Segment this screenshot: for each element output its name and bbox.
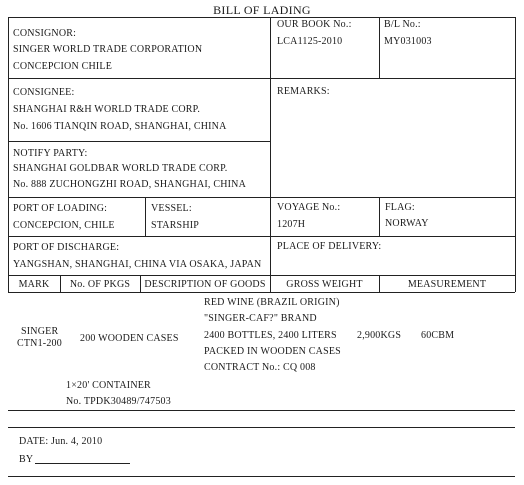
header-description: DESCRIPTION OF GOODS xyxy=(144,279,266,290)
port-of-loading-value: CONCEPCION, CHILE xyxy=(13,220,115,231)
consignor-address: CONCEPCION CHILE xyxy=(13,61,113,72)
issue-date: DATE: Jun. 4, 2010 xyxy=(19,436,103,447)
consignee-address: No. 1606 TIANQIN ROAD, SHANGHAI, CHINA xyxy=(13,121,227,132)
header-pkgs: No. OF PKGS xyxy=(69,279,131,290)
shipping-mark-line1: SINGER xyxy=(21,326,59,337)
bl-number-label: B/L No.: xyxy=(384,19,421,30)
consignor-label: CONSIGNOR: xyxy=(13,28,77,39)
notify-party-label: NOTIFY PARTY: xyxy=(13,148,88,159)
separator-line xyxy=(8,427,515,428)
description-line4: PACKED IN WOODEN CASES xyxy=(204,346,341,357)
container-number: No. TPDK30489/747503 xyxy=(66,396,171,407)
notify-party-name: SHANGHAI GOLDBAR WORLD TRADE CORP. xyxy=(13,163,228,174)
consignee-label: CONSIGNEE: xyxy=(13,87,75,98)
package-count: 200 WOODEN CASES xyxy=(80,333,179,344)
description-line3: 2400 BOTTLES, 2400 LITERS xyxy=(204,330,337,341)
voyage-value: 1207H xyxy=(277,219,306,230)
container-count: 1×20' CONTAINER xyxy=(66,380,151,391)
voyage-label: VOYAGE No.: xyxy=(277,202,341,213)
port-of-discharge-value: YANGSHAN, SHANGHAI, CHINA VIA OSAKA, JAPAN xyxy=(13,259,262,270)
header-mark: MARK xyxy=(18,279,50,290)
gross-weight-value: 2,900KGS xyxy=(357,330,402,341)
document-title: BILL OF LADING xyxy=(213,3,311,17)
bl-number-value: MY031003 xyxy=(384,36,432,47)
consignee-name: SHANGHAI R&H WORLD TRADE CORP. xyxy=(13,104,201,115)
flag-value: NORWAY xyxy=(385,218,429,229)
port-of-discharge-label: PORT OF DISCHARGE: xyxy=(13,242,120,253)
header-gross-weight: GROSS WEIGHT xyxy=(286,279,363,290)
bottom-border-line xyxy=(8,476,515,477)
signature-line xyxy=(35,463,130,464)
vessel-label: VESSEL: xyxy=(151,203,192,214)
shipping-mark-line2: CTN1-200 xyxy=(17,338,62,349)
measurement-value: 60CBM xyxy=(421,330,455,341)
description-line1: RED WINE (BRAZIL ORIGIN) xyxy=(204,297,340,308)
vessel-value: STARSHIP xyxy=(151,220,200,231)
header-measurement: MEASUREMENT xyxy=(407,279,487,290)
port-of-loading-label: PORT OF LOADING: xyxy=(13,203,108,214)
place-of-delivery-label: PLACE OF DELIVERY: xyxy=(277,241,382,252)
our-book-value: LCA1125-2010 xyxy=(277,36,343,47)
description-line2: "SINGER-CAF?" BRAND xyxy=(204,313,317,324)
our-book-label: OUR BOOK No.: xyxy=(277,19,352,30)
description-line5: CONTRACT No.: CQ 008 xyxy=(204,362,316,373)
notify-party-address: No. 888 ZUCHONGZHI ROAD, SHANGHAI, CHINA xyxy=(13,179,246,190)
consignor-name: SINGER WORLD TRADE CORPORATION xyxy=(13,44,203,55)
remarks-label: REMARKS: xyxy=(277,86,330,97)
signature-label: BY xyxy=(19,454,34,465)
separator-line xyxy=(8,410,515,411)
flag-label: FLAG: xyxy=(385,202,415,213)
